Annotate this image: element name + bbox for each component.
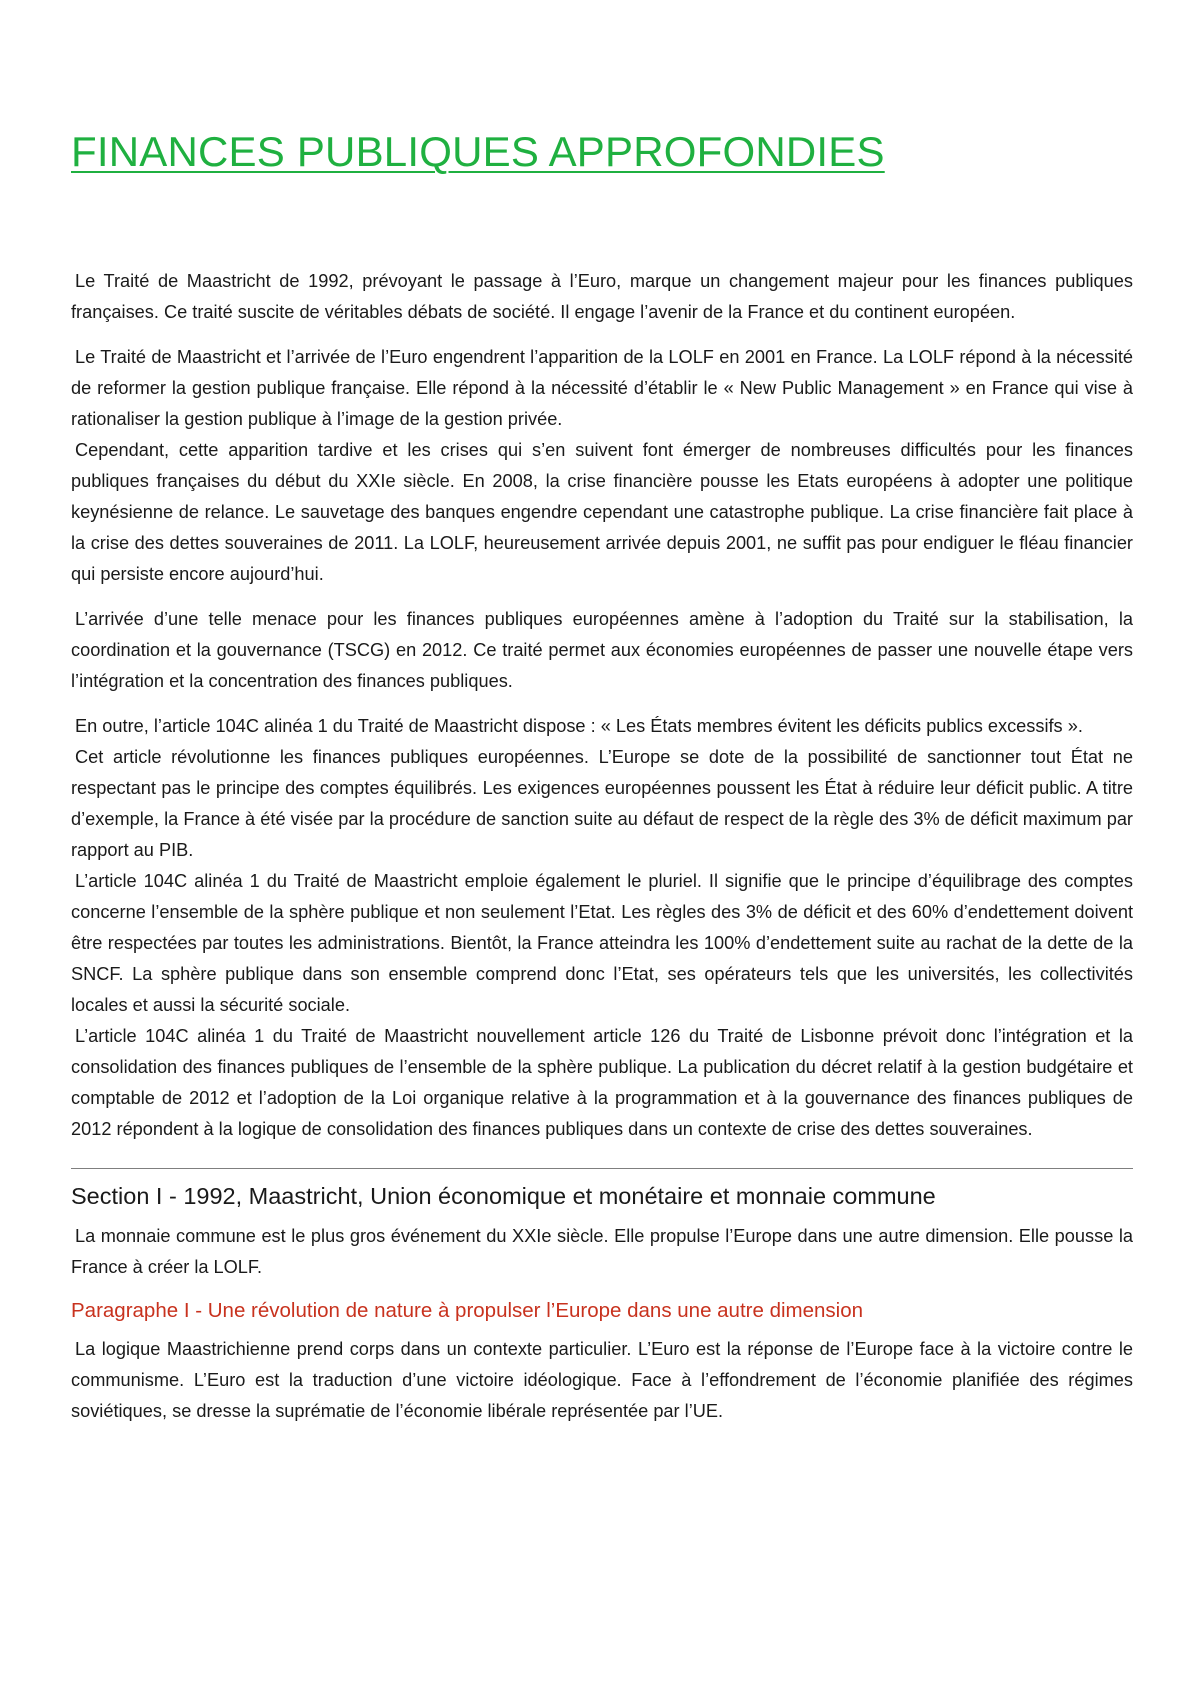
intro-paragraph-7: L’article 104C alinéa 1 du Traité de Maastricht emploie également le pluriel. Il signifie que le principe d’équilibrage des comptes concerne l’ensemble de la sphère publique et non seulement l’Etat. Les règles des 3% de déficit et des 60% d’endettement doivent être respectées par toutes les administrations. Bientôt, la France atteindra les 100% d’endettement suite au rachat de la dette de la SNCF. La sphère publique dans son ensemble comprend donc l’Etat, ses opérateurs tels que les universités, les collectivités locales et aussi la sécurité sociale. bbox=[71, 871, 1133, 1015]
section-text: La monnaie commune est le plus gros événement du XXIe siècle. Elle propulse l’Europe dans une autre dimension. Elle pousse la France à créer la LOLF. bbox=[71, 1226, 1133, 1277]
intro-paragraph-1: Le Traité de Maastricht de 1992, prévoyant le passage à l’Euro, marque un changement majeur pour les finances publiques françaises. Ce traité suscite de véritables débats de société. Il engage l’avenir de la France et du continent européen. bbox=[71, 271, 1133, 322]
paragraph-heading: Paragraphe I - Une révolution de nature à propulser l’Europe dans une autre dimension bbox=[71, 1299, 864, 1322]
intro-paragraph-4: L’arrivée d’une telle menace pour les finances publiques européennes amène à l’adoption du Traité sur la stabilisation, la coordination et la gouvernance (TSCG) en 2012. Ce traité permet aux économies européennes de passer une nouvelle étape vers l’intégration et la concentration des finances publiques. bbox=[71, 609, 1133, 691]
document-body bbox=[71, 266, 1133, 1427]
intro-paragraph-8: L’article 104C alinéa 1 du Traité de Maastricht nouvellement article 126 du Traité de Lisbonne prévoit donc l’intégration et la consolidation des finances publiques de l’ensemble de la sphère publique. La publication du décret relatif à la gestion budgétaire et comptable de 2012 et l’adoption de la Loi organique relative à la programmation et à la gouvernance des finances publiques de 2012 répondent à la logique de consolidation des finances publiques dans un contexte de crise des dettes souveraines. bbox=[71, 1026, 1133, 1139]
intro-paragraph-6: Cet article révolutionne les finances publiques européennes. L’Europe se dote de la possibilité de sanctionner tout État ne respectant pas le principe des comptes équilibrés. Les exigences européennes poussent les État à réduire leur déficit public. A titre d’exemple, la France à été visée par la procédure de sanction suite au défaut de respect de la règle des 3% de déficit maximum par rapport au PIB. bbox=[71, 747, 1133, 860]
section-divider bbox=[71, 1168, 1133, 1169]
document-title: FINANCES PUBLIQUES APPROFONDIES bbox=[71, 128, 885, 175]
intro-paragraph-3: Cependant, cette apparition tardive et les crises qui s’en suivent font émerger de nombreuses difficultés pour les finances publiques françaises du début du XXIe siècle. En 2008, la crise financière pousse les Etats européens à adopter une politique keynésienne de relance. Le sauvetage des banques engendre cependant une catastrophe publique. La crise financière fait place à la crise des dettes souveraines de 2011. La LOLF, heureusement arrivée depuis 2001, ne suffit pas pour endiguer le fléau financier qui persiste encore aujourd’hui. bbox=[71, 440, 1133, 584]
section-heading: Section I - 1992, Maastricht, Union économique et monétaire et monnaie commune bbox=[71, 1183, 936, 1209]
paragraph-text: La logique Maastrichienne prend corps dans un contexte particulier. L’Euro est la réponse de l’Europe face à la victoire contre le communisme. L’Euro est la traduction d’une victoire idéologique. Face à l’effondrement de l’économie planifiée des régimes soviétiques, se dresse la suprématie de l’économie libérale représentée par l’UE. bbox=[71, 1339, 1133, 1421]
intro-paragraph-5: En outre, l’article 104C alinéa 1 du Traité de Maastricht dispose : « Les États membres évitent les déficits publics excessifs ». bbox=[75, 716, 1083, 736]
intro-paragraph-2: Le Traité de Maastricht et l’arrivée de l’Euro engendrent l’apparition de la LOLF en 2001 en France. La LOLF répond à la nécessité de reformer la gestion publique française. Elle répond à la nécessité d’établir le « New Public Management » en France qui vise à rationaliser la gestion publique à l’image de la gestion privée. bbox=[71, 347, 1133, 429]
